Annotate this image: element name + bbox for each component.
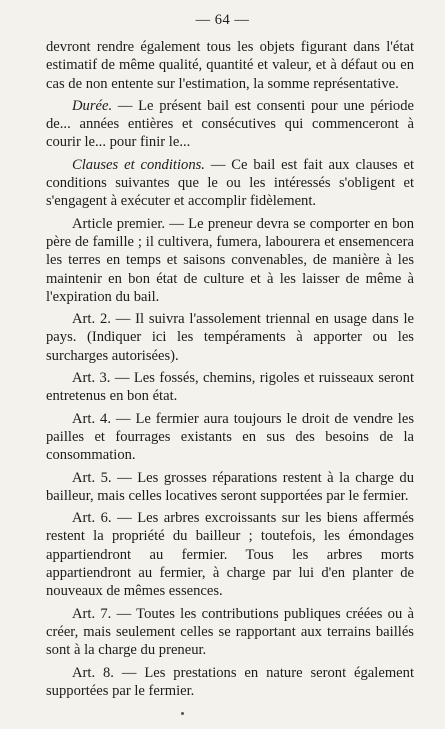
paragraph-art-4 [46, 410, 414, 465]
page-number: — 64 — [195, 12, 250, 28]
paragraph-art-6 [46, 509, 414, 600]
paragraph-lead: Durée. [72, 97, 113, 114]
paragraph-lead: Clauses et conditions. [72, 156, 205, 173]
paragraph-art-5 [46, 469, 414, 506]
paragraph-text: devront rendre également tous les objets figurant dans l'état estimatif de même qualité, quantité et valeur, et à défaut ou en cas de non entente sur l'estimation, la somme représentative. [46, 39, 414, 92]
paragraph-text: — Le présent bail est consenti pour une période de... années entières et consécutives qui commenceront à courir le... pour finir le... [46, 97, 414, 151]
ink-speck [181, 712, 184, 715]
paragraph-text: Art. 3. — Les fossés, chemins, rigoles et ruisseaux seront entretenus en bon état. [46, 370, 414, 405]
body-text [46, 38, 414, 704]
paragraph-continuation [46, 38, 414, 93]
paragraph-text: Art. 2. — Il suivra l'assolement triennal en usage dans le pays. (Indiquer ici les tempéraments à apporter ou les surcharges autorisées). [46, 311, 414, 364]
paragraph-text: Article premier. — Le preneur devra se comporter en bon père de famille ; il cultivera, fumera, labourera et ensemencera les terres en temps et saisons convenables, de manière à les maintenir en bon état de culture et à les laisser de même à l'expiration du bail. [46, 215, 414, 305]
paragraph-text: Art. 7. — Toutes les contributions publiques créées ou à créer, mais seulement celles se rapportant aux terrains baillés sont à la charge du preneur. [46, 605, 414, 659]
paragraph-text: Art. 6. — Les arbres excroissants sur les biens affermés restent la propriété du bailleur ; toutefois, les émondages appartiendront au fermier. Tous les arbres morts appartiendront au fermier, à charge par lui d'en planter de nouveaux de mêmes essences. [46, 510, 414, 600]
paragraph-art-3 [46, 369, 414, 406]
paragraph-text: Art. 5. — Les grosses réparations restent à la charge du bailleur, mais celles locatives seront supportées par le fermier. [46, 469, 414, 504]
paragraph-art-8 [46, 664, 414, 701]
paragraph-text: Art. 4. — Le fermier aura toujours le droit de vendre les pailles et fourrages existants en sus des besoins de la consommation. [46, 410, 414, 464]
paragraph-clauses [46, 156, 414, 211]
paragraph-text: Art. 8. — Les prestations en nature seront également supportées par le fermier. [46, 664, 414, 699]
paragraph-article-premier [46, 215, 414, 306]
paragraph-duree [46, 97, 414, 152]
paragraph-art-7 [46, 605, 414, 660]
paragraph-art-2 [46, 310, 414, 365]
paragraph-text: — Ce bail est fait aux clauses et conditions suivantes que le ou les intéressés s'obligent et s'engagent à exécuter et accomplir fidèlement. [46, 156, 414, 210]
